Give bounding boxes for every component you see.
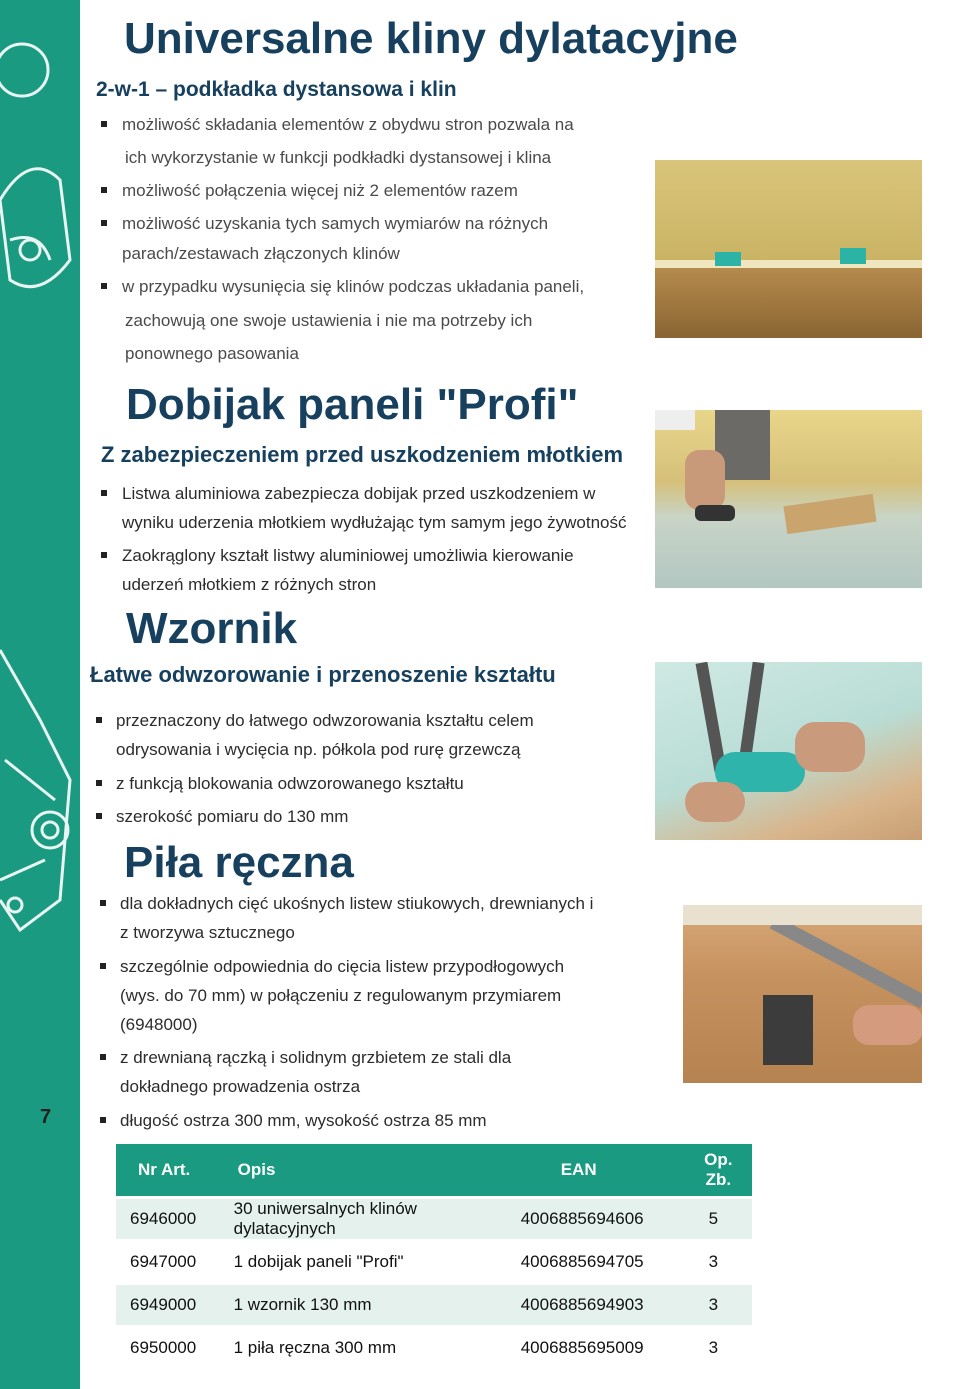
wzornik-line: szerokość pomiaru do 130 mm xyxy=(116,807,349,826)
pila-line: szczególnie odpowiednia do cięcia listew przypodłogowych xyxy=(120,957,565,976)
section-subtitle-kliny: 2-w-1 – podkładka dystansowa i klin xyxy=(96,78,457,101)
col-header-art: Nr Art. xyxy=(116,1144,228,1196)
cell-op: 3 xyxy=(685,1328,752,1368)
dobijak-line: wyniku uderzenia młotkiem wydłużając tym samym jego żywotność xyxy=(122,513,627,532)
section-title-kliny: Universalne kliny dylatacyjne xyxy=(124,14,738,63)
pila-line: długość ostrza 300 mm, wysokość ostrza 85 mm xyxy=(120,1111,487,1130)
table-row xyxy=(116,1328,752,1368)
kliny-line: zachowują one swoje ustawienia i nie ma potrzeby ich xyxy=(125,311,533,330)
bullet-marker xyxy=(101,220,107,226)
pila-line: dla dokładnych cięć ukośnych listew stiukowych, drewnianych i xyxy=(120,894,594,913)
col-header-opis: Opis xyxy=(228,1144,515,1196)
cell-art: 6947000 xyxy=(116,1242,228,1282)
bullet-marker xyxy=(96,717,102,723)
bullet-marker xyxy=(96,780,102,786)
cell-ean: 4006885694606 xyxy=(515,1199,685,1239)
col-header-op: Op. Zb. xyxy=(685,1144,752,1196)
cell-opis: 1 dobijak paneli "Profi" xyxy=(228,1242,515,1282)
pila-line: (wys. do 70 mm) w połączeniu z regulowanym przymiarem xyxy=(120,986,562,1005)
kliny-line: w przypadku wysunięcia się klinów podczas układania paneli, xyxy=(122,277,585,296)
cell-ean: 4006885695009 xyxy=(515,1328,685,1368)
section-title-pila: Piła ręczna xyxy=(124,838,354,887)
product-table xyxy=(116,1144,752,1368)
table-header-row xyxy=(116,1144,752,1196)
bullet-marker xyxy=(100,1117,106,1123)
cell-opis: 1 piła ręczna 300 mm xyxy=(228,1328,515,1368)
cell-ean: 4006885694705 xyxy=(515,1242,685,1282)
bullet-marker xyxy=(101,283,107,289)
bullet-marker xyxy=(100,963,106,969)
pila-line: dokładnego prowadzenia ostrza xyxy=(120,1077,361,1096)
dobijak-line: Listwa aluminiowa zabezpiecza dobijak przed uszkodzeniem w xyxy=(122,484,596,503)
tapping-block-photo xyxy=(655,410,922,588)
wzornik-line: przeznaczony do łatwego odwzorowania kształtu celem xyxy=(116,711,534,730)
dobijak-line: Zaokrąglony kształt listwy aluminiowej umożliwia kierowanie xyxy=(122,546,574,565)
cell-op: 3 xyxy=(685,1285,752,1325)
pila-line: z tworzywa sztucznego xyxy=(120,923,295,942)
bullet-marker xyxy=(101,121,107,127)
table-row xyxy=(116,1199,752,1239)
kliny-line: parach/zestawach złączonych klinów xyxy=(122,244,400,263)
profile-gauge-photo xyxy=(655,662,922,840)
cell-op: 3 xyxy=(685,1242,752,1282)
section-subtitle-wzornik: Łatwe odwzorowanie i przenoszenie kształtu xyxy=(90,662,556,687)
cell-ean: 4006885694903 xyxy=(515,1285,685,1325)
cell-art: 6950000 xyxy=(116,1328,228,1368)
dobijak-line: uderzeń młotkiem z różnych stron xyxy=(122,575,377,594)
cell-op: 5 xyxy=(685,1199,752,1239)
wzornik-line: odrysowania i wycięcia np. półkola pod rurę grzewczą xyxy=(116,740,521,759)
kliny-line: możliwość składania elementów z obydwu stron pozwala na xyxy=(122,115,574,134)
page-number: 7 xyxy=(40,1106,52,1128)
kliny-line: ich wykorzystanie w funkcji podkładki dystansowej i klina xyxy=(125,148,552,167)
section-title-dobijak: Dobijak paneli "Profi" xyxy=(126,380,579,429)
col-header-ean: EAN xyxy=(515,1144,685,1196)
sidebar-band xyxy=(0,0,80,1389)
table-row xyxy=(116,1242,752,1282)
hand-saw-photo xyxy=(683,905,922,1083)
cell-art: 6949000 xyxy=(116,1285,228,1325)
pila-line: (6948000) xyxy=(120,1015,198,1034)
wzornik-line: z funkcją blokowania odwzorowanego kształtu xyxy=(116,774,464,793)
pila-line: z drewnianą rączką i solidnym grzbietem ze stali dla xyxy=(120,1048,512,1067)
kliny-line: możliwość połączenia więcej niż 2 elementów razem xyxy=(122,181,518,200)
tool-outline-icon xyxy=(0,0,80,1389)
cell-opis: 30 uniwersalnych klinów dylatacyjnych xyxy=(228,1199,515,1239)
kliny-line: możliwość uzyskania tych samych wymiarów na różnych xyxy=(122,214,549,233)
bullet-marker xyxy=(101,187,107,193)
section-subtitle-dobijak: Z zabezpieczeniem przed uszkodzeniem młotkiem xyxy=(101,442,624,467)
section-title-wzornik: Wzornik xyxy=(126,604,298,653)
bullet-marker xyxy=(100,1054,106,1060)
kliny-line: ponownego pasowania xyxy=(125,344,299,363)
wedges-photo xyxy=(655,160,922,338)
bullet-marker xyxy=(101,490,107,496)
table-row xyxy=(116,1285,752,1325)
cell-opis: 1 wzornik 130 mm xyxy=(228,1285,515,1325)
bullet-marker xyxy=(100,900,106,906)
cell-art: 6946000 xyxy=(116,1199,228,1239)
bullet-marker xyxy=(96,813,102,819)
bullet-marker xyxy=(101,552,107,558)
